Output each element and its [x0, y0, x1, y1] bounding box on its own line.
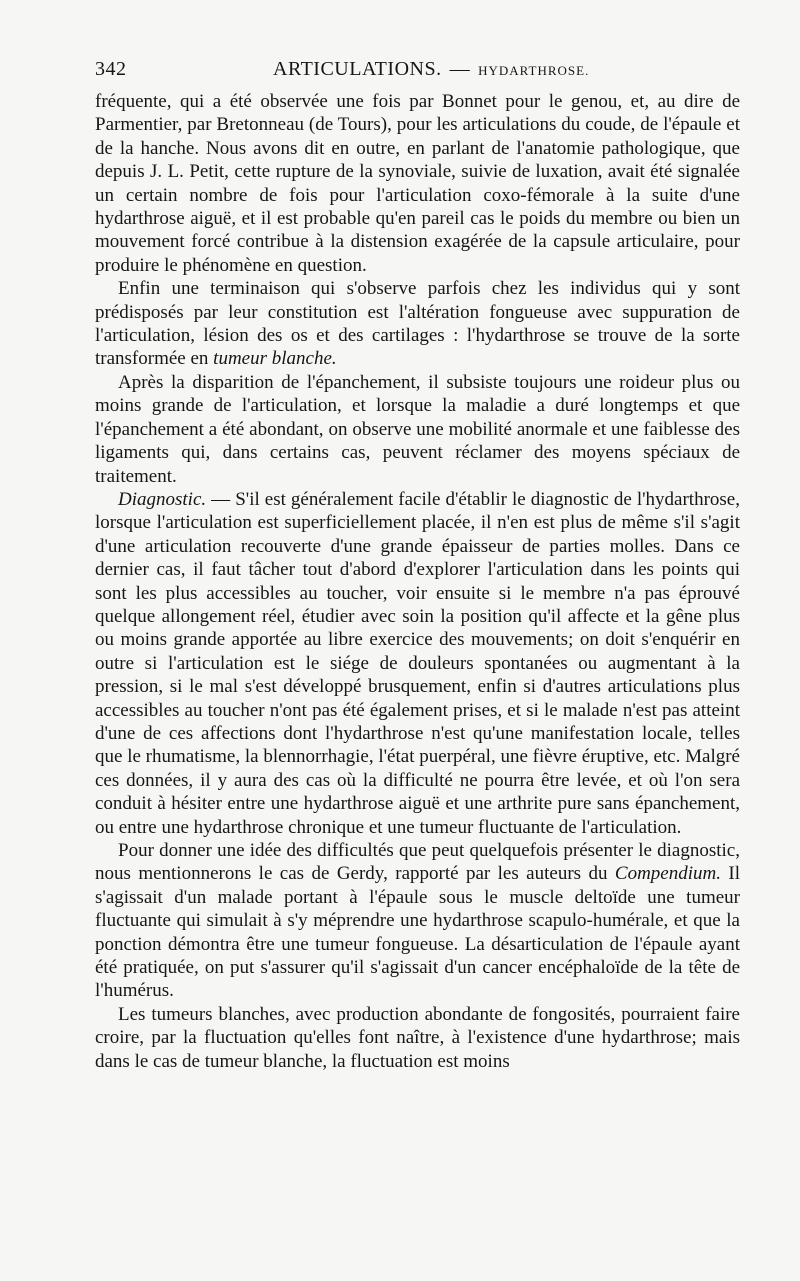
paragraph-6: Les tumeurs blanches, avec production abondante de fongosités, pourraient faire croire, par la fluctuation qu'elles font naître, à l'existence d'une hydarthrose; mais dans le cas de tumeur blanche, la fluctuation est moins	[95, 1003, 740, 1072]
diagnostic-heading: Diagnostic.	[118, 488, 207, 510]
paragraph-3: Après la disparition de l'épanchement, il subsiste toujours une roideur plus ou moins grande de l'articulation, et lorsque la maladie a duré longtemps et que l'épanchement a été abondant, on observe une mobilité anormale et une faiblesse des ligaments qui, dans certains cas, peuvent réclamer des moyens spéciaux de traitement.	[95, 371, 740, 487]
compendium-title: Compendium.	[614, 863, 721, 885]
page-number: 342	[95, 58, 127, 80]
body-text	[95, 90, 740, 1073]
header-separator: —	[449, 58, 471, 80]
paragraph-4-text: — S'il est généralement facile d'établir le diagnostic de l'hydarthrose, lorsque l'articulation est superficiellement placée, il n'en est plus de même s'il s'agit d'une articulation recouverte d'une grande épaisseur de parties molles. Dans ce dernier cas, il faut tâcher tout d'abord d'explorer l'articulation dans les points qui sont les plus accessibles au toucher, voir ensuite si le membre n'a pas éprouvé quelque allongement réel, étudier avec soin la position qu'il affecte et la gêne plus ou moins grande apportée au libre exercice des mouvements; on doit s'enquérir en outre si l'articulation est le siége de douleurs spontanées ou augmentant à la pression, si le mal s'est développé brusquement, enfin si d'autres articulations plus accessibles au toucher n'ont pas été également prises, et si le malade n'est pas atteint d'une de ces affections dont l'hydarthrose n'est qu'une manifestation locale, telles que le rhumatisme, la blennorrhagie, l'état puerpéral, une fièvre éruptive, etc. Malgré ces données, il y aura des cas où la difficulté ne pourra être levée, et où l'on sera conduit à hésiter entre une hydarthrose aiguë et une arthrite pure sans épanchement, ou entre une hydarthrose chronique et une tumeur fluctuante de l'articulation.	[95, 488, 740, 838]
paragraph-1: fréquente, qui a été observée une fois par Bonnet pour le genou, et, au dire de Parmentier, par Bretonneau (de Tours), pour les articulations du coude, de l'épaule et de la hanche. Nous avons dit en outre, en parlant de l'anatomie pathologique, que depuis J. L. Petit, cette rupture de la synoviale, suivie de luxation, avait été signalée un certain nombre de fois pour l'articulation coxo-fémorale à la suite d'une hydarthrose aiguë, et il est probable qu'en pareil cas le poids du membre ou bien un mouvement forcé contribue à la distension exagérée de la capsule articulaire, pour produire le phénomène en question.	[95, 91, 740, 276]
paragraph-2-text: Enfin une terminaison qui s'observe parfois chez les individus qui y sont prédisposés par leur constitution est l'altération fongueuse avec suppuration de l'articulation, lésion des os et des cartilages : l'hydarthrose se trouve de la sorte transformée en	[95, 278, 740, 370]
running-title-main: ARTICULATIONS.	[273, 58, 442, 80]
paragraph-2-italic: tumeur blanche.	[213, 348, 337, 370]
paragraph-2	[95, 277, 740, 371]
running-title	[273, 58, 589, 81]
paragraph-4-diagnostic	[95, 488, 740, 839]
paragraph-5-text-end: Il s'agissait d'un malade portant à l'épaule sous le muscle deltoïde une tumeur fluctuante qui simulait à s'y méprendre une hydarthrose scapulo-humérale, et que la ponction démontra être une tumeur fongueuse. La désarticulation de l'épaule ayant été pratiquée, on put s'assurer qu'il s'agissait d'un cancer encéphaloïde de la tête de l'humérus.	[95, 863, 740, 1002]
running-title-section: HYDARTHROSE.	[478, 63, 590, 78]
paragraph-5	[95, 839, 740, 1003]
running-header	[95, 58, 740, 84]
paragraph-5-text-start: Pour donner une idée des difficultés que peut quelquefois présenter le diagnostic, nous mentionnerons le cas de Gerdy, rapporté par les auteurs du	[95, 840, 740, 885]
